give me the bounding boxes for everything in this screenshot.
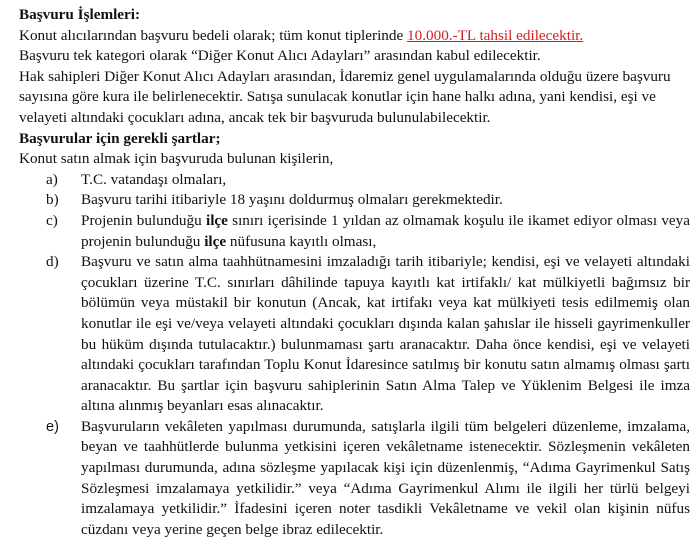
application-fee-text: Konut alıcılarından başvuru bedeli olarak; tüm konut tiplerinde [19,26,408,44]
list-marker: c) [46,211,58,229]
list-item [19,170,690,191]
list-item-text: T.C. vatandaşı olmaları, [81,170,227,188]
district-bold-term: ilçe [205,211,228,229]
requirements-list [19,170,690,541]
application-category-paragraph: Başvuru tek kategori olarak “Diğer Konut Alıcı Adayları” arasından kabul edilecektir. [19,47,541,65]
list-item-text: Başvuru tarihi itibariyle 18 yaşını doldurmuş olmaları gerekmektedir. [81,191,503,209]
list-item-text-part: nüfusuna kayıtlı olması, [226,232,377,250]
list-item [19,252,690,417]
application-fee-highlight: 10.000.-TL tahsil edilecektir. [407,26,584,44]
list-marker: a) [46,170,58,188]
list-item [19,190,690,211]
list-item-text: Başvuruların vekâleten yapılması durumunda, satışlarla ilgili tüm belgeleri düzenleme, imzalama, beyan ve taahhütlerde bulunma yetkisini içeren vekâletname istenecektir. Sözleşmenin vekâleten yapılması durumunda, adına sözleşme yapılacak kişi için düzenlenmiş, “Adıma Gayrimenkul Satış Sözleşmesi imzalamaya yetkilidir.” veya “Adıma Gayrimenkul Alımı ile ilgili her türlü belgeyi imzalamaya yetkilidir.” İfadesini içeren noter tasdikli Vekâletname ve vekil olan kişinin nüfus cüzdanı veya yerine geçen belge ibraz edilecektir. [81,417,690,538]
list-item [19,211,690,252]
list-item-text [81,212,690,250]
section-heading-requirements: Başvurular için gerekli şartlar; [19,129,221,147]
list-item-text: Başvuru ve satın alma taahhütnamesini imzaladığı tarih itibariyle; kendisi, eşi ve velayeti altındaki çocukları üzerine T.C. sınırları dâhilinde tapuya kayıtlı kat irtifaklı/ kat mülkiyetli bağımsız bir bölümün veya müstakil bir konutun (Ancak, kat irtifakı veya kat mülkiyeti tesis edilmemiş olan konutlar ile eşi ve/veya velayeti altındaki çocukları dışında kalan şahıslar ile hisseli gayrimenkuller bu hüküm dışında tutulacaktır.) bulunmaması şartı aranacaktır. Daha önce kendisi, eşi ve velayeti altındaki çocukları tarafından Toplu Konut İdaresince satılmış bir konutu satın almamış olması şartı aranacaktır. Bu şartlar için başvuru sahiplerinin Satın Alma Talep ve Yüklenim Belgesi ile imza altına alınmış beyanları esas alınacaktır. [81,253,690,415]
list-marker: b) [46,191,59,209]
district-bold-term: ilçe [204,232,227,250]
requirements-intro: Konut satın almak için başvuruda bulunan kişilerin, [19,150,334,168]
lottery-paragraph: Hak sahipleri Diğer Konut Alıcı Adayları arasından, İdaremiz genel uygulamalarında olduğu üzere başvuru sayısına göre kura ile belirlenecektir. Satışa sunulacak konutlar için hane halkı adına, yani kendisi, eşi ve velayeti altındaki çocukları adına, ancak tek bir başvuruda bulunulabilecektir. [19,67,671,126]
list-item [19,417,690,541]
list-item-text-part: Projenin bulunduğu [81,211,206,229]
application-fee-paragraph [19,26,690,47]
list-marker: d) [46,253,59,271]
section-heading-application-procedures: Başvuru İşlemleri: [19,6,141,23]
list-item-text-part: sınırı içerisinde 1 yıldan az olmamak koşulu ile ikamet ediyor olması veya projenin bulunduğu [81,211,690,250]
list-marker: e) [46,418,59,435]
